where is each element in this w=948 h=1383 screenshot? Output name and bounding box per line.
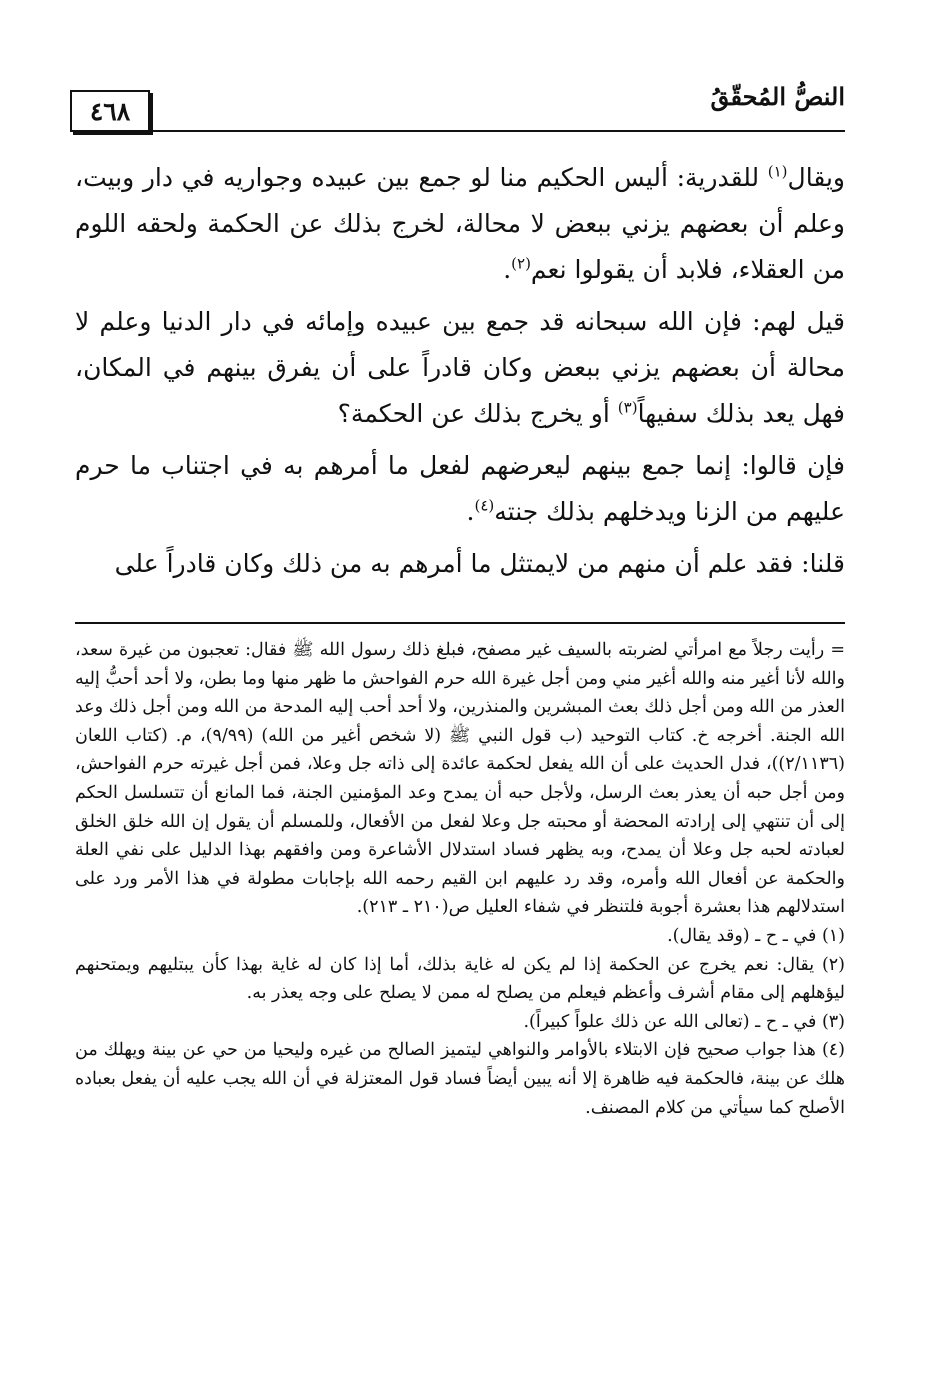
footnotes (75, 636, 845, 1122)
paragraph-4 (75, 541, 845, 587)
paragraph-1 (75, 155, 845, 293)
footnote-text: في ـ ح ـ (وقد يقال). (667, 925, 822, 946)
footnote-marker: (١) (767, 162, 788, 181)
paragraph-text: ويقال (787, 163, 845, 192)
paragraph-text: قيل لهم: فإن الله سبحانه قد جمع بين عبيده وإمائه في دار الدنيا وعلم لا محالة أن بعضهم يزني ببعض وكان قادراً على أن يفرق بينهم في المكان، فهل يعد بذلك سفيهاً (75, 307, 845, 428)
footnote-number: (١) (821, 925, 845, 946)
paragraph-text: فإن قالوا: إنما جمع بينهم ليعرضهم لفعل ما أمرهم به في اجتناب ما حرم عليهم من الزنا ويدخلهم بذلك جنته (75, 451, 845, 526)
paragraph-text: أو يخرج بذلك عن الحكمة؟ (337, 399, 618, 428)
footnote-continuation: = رأيت رجلاً مع امرأتي لضربته بالسيف غير مصفح، فبلغ ذلك رسول الله ﷺ فقال: تعجبون من غيرة سعد، والله لأنا أغير منه والله أغير مني ومن أجل غيرة الله حرم الفواحش ما ظهر منها وما بطن، ولا أحد أحبُّ إليه العذر من الله ومن أجل ذلك بعث المبشرين والمنذرين، ولا أحد أحب إليه المدحة من الله ومن أجل ذلك وعد الله الجنة. أخرجه خ. كتاب التوحيد (ب قول النبي ﷺ (لا شخص أغير من الله) (٩/٩٩)، م. (كتاب اللعان (٢/١١٣٦))، فدل الحديث على أن الله يفعل لحكمة عائدة إلى ذاته جل وعلا، فمن أجل غيرته حرم الفواحش، ومن أجل حبه أن يعذر بعث الرسل، ولأجل حبه أن يمدح وعد المؤمنين الجنة، فما المانع أن تتسلسل الحكم إلى أن تنتهي إلى إرادته المحضة أو محبته جل وعلا لفعل من الأفعال، وللمسلم أن يقول إن الله خلق الخلق لعبادته لحبه جل وعلا أن يمدح، وبه يظهر فساد استدلال الأشاعرة ومن وافقهم بهذا الدليل على نفي العلة والحكمة عن أفعال الله وأمره، وقد رد عليهم ابن القيم رحمه الله بإجابات مطولة في هذا الأمر ورد على استدلالهم هذا بعشرة أجوبة فلتنظر في شفاء العليل ص(٢١٠ ـ ٢١٣). (75, 640, 845, 918)
footnote-3 (75, 1008, 845, 1037)
footnote-number: (٢) (821, 954, 845, 975)
footnote-separator (75, 622, 845, 624)
main-text (75, 155, 845, 593)
footnote-marker: (٣) (617, 398, 638, 417)
footnote-text: في ـ ح ـ (تعالى الله عن ذلك علواً كبيراً). (523, 1011, 822, 1032)
paragraph-2 (75, 299, 845, 437)
paragraph-text: قلنا: فقد علم أن منهم من لايمتثل ما أمرهم به من ذلك وكان قادراً على (114, 549, 845, 578)
footnote-text: يقال: نعم يخرج عن الحكمة إذا لم يكن له غاية بذلك، أما إذا كان له غاية بهذا كأن يبتليهم ويمتحنهم ليؤهلهم إلى مقام أشرف وأعظم فيعلم من يصلح له ممن لا يصلح على وجه يعذر به. (75, 954, 845, 1004)
paragraph-text: . (466, 497, 475, 526)
running-title: النصُّ المُحقّقُ (710, 82, 845, 111)
page-number: ٤٦٨ (89, 96, 131, 126)
footnote-number: (٤) (821, 1040, 845, 1061)
paragraph-text: للقدرية: أليس الحكيم منا لو جمع بين عبيده وجواريه في دار وبيت، وعلم أن بعضهم يزني ببعض لا محالة، لخرج بذلك عن الحكمة ولحقه اللوم من العقلاء، فلابد أن يقولوا نعم (75, 163, 845, 284)
footnote-text: هذا جواب صحيح فإن الابتلاء بالأوامر والنواهي ليتميز الصالح من غيره وليحيا من حي عن بينة ويهلك من هلك عن بينة، فالحكمة فيه ظاهرة إلا أنه يبين أيضاً فساد قول المعتزلة في أن الله يجب عليه أن يفعل بعباده الأصلح كما سيأتي من كلام المصنف. (75, 1040, 845, 1118)
header-rule (152, 130, 845, 132)
footnote-number: (٣) (821, 1011, 845, 1032)
footnote-2 (75, 951, 845, 1008)
footnote-marker: (٤) (474, 496, 495, 515)
page-number-box (70, 90, 150, 132)
footnote-1 (75, 922, 845, 951)
paragraph-text: . (503, 255, 512, 284)
footnote-marker: (٢) (511, 254, 531, 273)
footnote-4 (75, 1036, 845, 1122)
paragraph-3 (75, 443, 845, 535)
page-header (70, 78, 845, 138)
